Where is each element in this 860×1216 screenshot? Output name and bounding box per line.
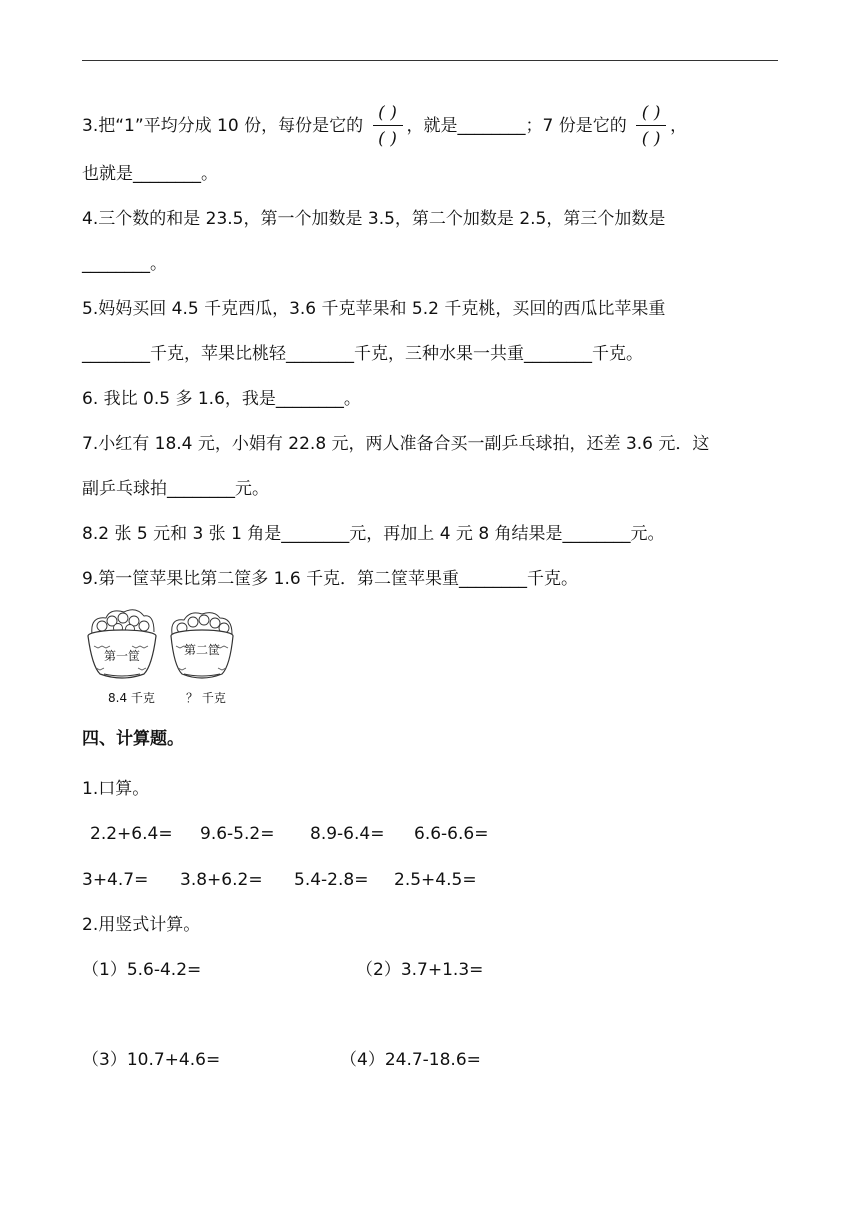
fraction-blank-1 <box>371 104 405 148</box>
question-4-line-1: 4.三个数的和是 23.5，第一个加数是 3.5，第二个加数是 2.5，第三个加数是 <box>82 209 666 229</box>
question-9-line-1: 9.第一筐苹果比第二筐多 1.6 千克．第二筐苹果重________千克。 <box>82 569 579 589</box>
fraction-denominator: ( ) <box>378 129 397 149</box>
question-7-line-2: 副乒乓球拍________元。 <box>82 479 269 499</box>
basket-1-label: 第一筐 <box>103 649 141 663</box>
oral-calc-item: 8.9-6.4= <box>310 824 385 844</box>
question-7-line-1: 7.小红有 18.4 元，小娟有 22.8 元，两人准备合买一副乒乓球拍，还差 3.6 元．这 <box>82 434 710 454</box>
fraction-numerator: ( ) <box>378 103 397 123</box>
fraction-bar <box>373 125 403 126</box>
oral-calc-item: 2.2+6.4= <box>90 824 173 844</box>
oral-calc-item: 2.5+4.5= <box>394 870 477 890</box>
vertical-calc-heading: 2.用竖式计算。 <box>82 915 201 935</box>
fraction-bar <box>636 125 666 126</box>
oral-calc-row-2 <box>82 867 477 893</box>
basket-1-weight: 8.4 千克 <box>108 691 155 705</box>
basket-1-illustration <box>88 610 156 678</box>
fraction-numerator: ( ) <box>641 103 661 123</box>
question-3-text-c: ， <box>670 116 688 136</box>
question-5-line-1: 5.妈妈买回 4.5 千克西瓜，3.6 千克苹果和 5.2 千克桃，买回的西瓜比苹果重 <box>82 299 666 319</box>
oral-calc-heading: 1.口算。 <box>82 779 150 799</box>
basket-2-weight: ？ 千克 <box>186 691 226 705</box>
apple-baskets-figure <box>84 608 244 684</box>
vertical-calc-1: （1）5.6-4.2= <box>82 960 202 980</box>
fraction-denominator: ( ) <box>641 129 661 149</box>
question-3-text-a: 3.把“1”平均分成 10 份，每份是它的 <box>82 116 364 136</box>
vertical-calc-4: （4）24.7-18.6= <box>340 1050 481 1070</box>
oral-calc-item: 3+4.7= <box>82 870 149 890</box>
question-3-line-1 <box>82 103 688 149</box>
oral-calc-item: 9.6-5.2= <box>200 824 275 844</box>
question-5-line-2: ________千克，苹果比桃轻________千克，三种水果一共重________千克。 <box>82 344 643 364</box>
question-6-line-1: 6. 我比 0.5 多 1.6，我是________。 <box>82 389 361 409</box>
oral-calc-item: 5.4-2.8= <box>294 870 369 890</box>
section-4-title: 四、计算题。 <box>82 729 184 749</box>
question-8-line-1: 8.2 张 5 元和 3 张 1 角是________元，再加上 4 元 8 角结果是________元。 <box>82 524 665 544</box>
oral-calc-item: 3.8+6.2= <box>180 870 263 890</box>
question-3-line-2: 也就是________。 <box>82 164 218 184</box>
oral-calc-item: 6.6-6.6= <box>414 824 489 844</box>
vertical-calc-3: （3）10.7+4.6= <box>82 1050 221 1070</box>
top-rule <box>82 60 778 61</box>
question-3-text-b: ，就是________；7 份是它的 <box>406 116 627 136</box>
oral-calc-row-1 <box>90 821 488 847</box>
vertical-calc-2: （2）3.7+1.3= <box>356 960 484 980</box>
question-4-line-2: ________。 <box>82 254 167 274</box>
basket-2-label: 第二筐 <box>183 643 221 657</box>
fraction-blank-2 <box>634 104 668 148</box>
